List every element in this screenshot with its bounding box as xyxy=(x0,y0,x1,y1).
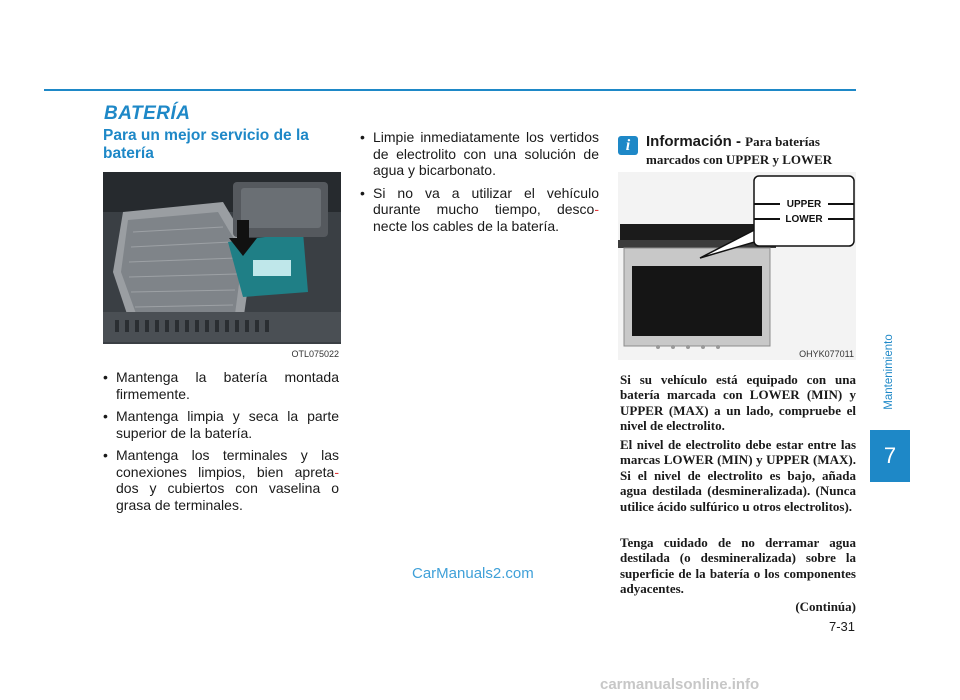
list-item: • Si no va a utilizar el vehículo durante mucho tiempo, desco- necte los cables de la batería. xyxy=(360,185,599,235)
lower-label: LOWER xyxy=(785,214,823,225)
upper-label: UPPER xyxy=(786,199,822,210)
list-item: • Mantenga los terminales y las conexiones limpios, bien apreta- dos y cubiertos con vaselina o grasa de terminales. xyxy=(103,447,339,513)
info-paragraph: El nivel de electrolito debe estar entre las marcas LOWER (MIN) y UPPER (MAX). Si el nivel de electrolito es bajo, añada agua destilada (desmineralizada). (Nunca utilice ácido sulfúrico u otros electrolitos). xyxy=(620,437,856,514)
section-title: BATERÍA xyxy=(104,103,191,124)
list-item: • Mantenga limpia y seca la parte superior de la batería. xyxy=(103,408,339,441)
info-paragraph: Tenga cuidado de no derramar agua destilada (o desmineralizada) sobre la superficie de la batería o los componentes adyacentes. xyxy=(620,535,856,597)
list-item: • Mantenga la batería montada firmemente. xyxy=(103,369,339,402)
figure-caption: OHYK077011 xyxy=(799,349,854,359)
continued-label: (Continúa) xyxy=(795,599,856,614)
chapter-tab: 7 xyxy=(870,430,910,482)
left-bullet-list xyxy=(103,369,339,519)
site-watermark: carmanualsonline.info xyxy=(600,676,760,693)
middle-bullet-list xyxy=(360,129,599,240)
figure-caption: OTL075022 xyxy=(291,349,339,359)
page-number: 7-31 xyxy=(828,619,855,634)
sub-heading: Para un mejor servicio de la batería xyxy=(103,127,309,162)
battery-level-figure xyxy=(618,172,856,360)
info-heading: Información - Para baterías xyxy=(646,133,820,150)
list-item: • Limpie inmediatamente los vertidos de electrolito con una solución de agua y bicarbonato. xyxy=(360,129,599,179)
info-paragraph: Si su vehículo está equipado con una batería marcada con LOWER (MIN) y UPPER (MAX) a un lado, compruebe el nivel de electrolito. xyxy=(620,372,856,434)
chapter-label: Mantenimiento xyxy=(883,334,895,410)
top-rule xyxy=(44,89,856,91)
info-icon: i xyxy=(618,136,638,155)
info-subtitle: marcados con UPPER y LOWER xyxy=(646,152,833,167)
watermark: CarManuals2.com xyxy=(412,565,534,582)
battery-photo xyxy=(103,172,341,360)
